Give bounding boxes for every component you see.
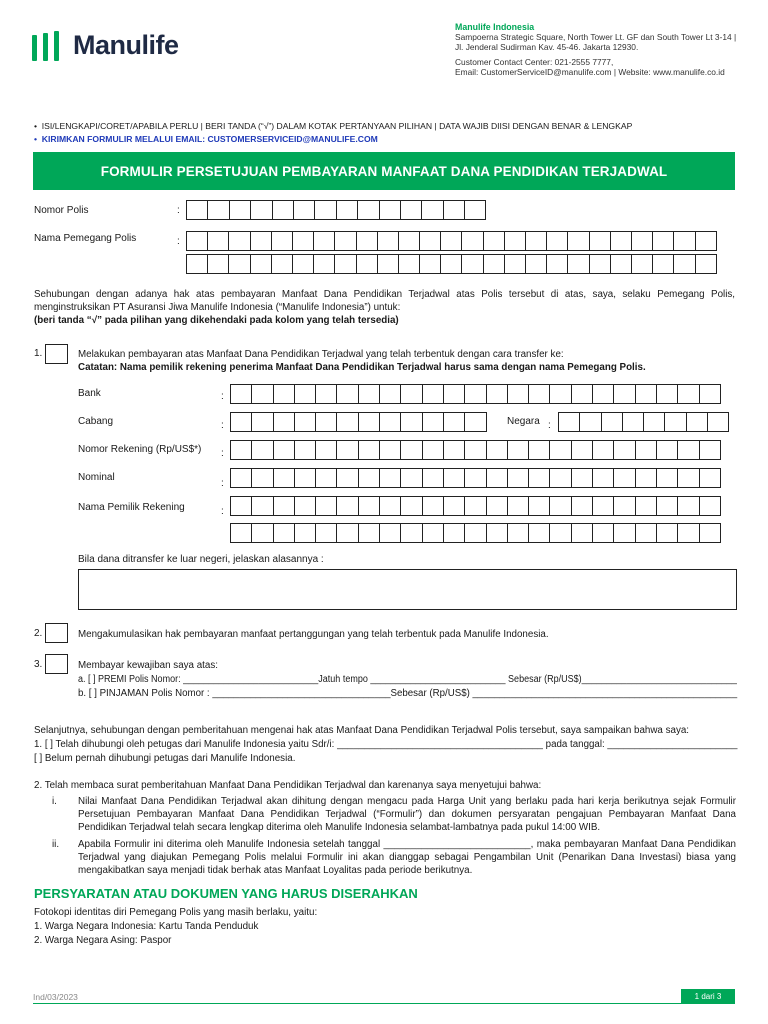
char-box[interactable] xyxy=(571,523,593,543)
char-box[interactable] xyxy=(251,496,273,516)
nomor-polis-input[interactable] xyxy=(186,200,485,220)
colon: : xyxy=(221,506,224,517)
char-box[interactable] xyxy=(635,384,657,404)
colon: : xyxy=(221,420,224,431)
char-box[interactable] xyxy=(443,523,465,543)
char-box[interactable] xyxy=(483,231,505,251)
char-box[interactable] xyxy=(294,440,316,460)
char-box[interactable] xyxy=(699,496,721,516)
char-box[interactable] xyxy=(464,523,486,543)
colon: : xyxy=(221,391,224,402)
char-box[interactable] xyxy=(464,496,486,516)
statement-2: 2. Telah membaca surat pemberitahuan Manfaat Dana Pendidikan Terjadwal dan karenanya saya menyetujui bahwa: xyxy=(34,780,542,791)
char-box[interactable] xyxy=(643,412,665,432)
char-box[interactable] xyxy=(677,384,699,404)
char-box[interactable] xyxy=(613,384,635,404)
char-box[interactable] xyxy=(504,254,526,274)
char-box[interactable] xyxy=(250,231,272,251)
char-box[interactable] xyxy=(336,384,358,404)
char-box[interactable] xyxy=(464,468,486,488)
nama-pemegang-input-1[interactable] xyxy=(186,231,716,251)
statement-i-number: i. xyxy=(52,796,57,807)
char-box[interactable] xyxy=(601,412,623,432)
char-box[interactable] xyxy=(336,440,358,460)
char-box[interactable] xyxy=(656,384,678,404)
char-box[interactable] xyxy=(273,496,295,516)
char-box[interactable] xyxy=(294,468,316,488)
char-box[interactable] xyxy=(592,440,614,460)
logo-text: Manulife xyxy=(73,30,179,60)
char-box[interactable] xyxy=(635,523,657,543)
char-box[interactable] xyxy=(464,384,486,404)
char-box[interactable] xyxy=(592,523,614,543)
char-box[interactable] xyxy=(443,496,465,516)
instruction-email: KIRIMKAN FORMULIR MELALUI EMAIL: CUSTOMERSERVICEID@MANULIFE.COM xyxy=(41,134,378,144)
char-box[interactable] xyxy=(635,440,657,460)
char-box[interactable] xyxy=(379,440,401,460)
char-box[interactable] xyxy=(379,496,401,516)
char-box[interactable] xyxy=(699,523,721,543)
char-box[interactable] xyxy=(443,412,465,432)
char-box[interactable] xyxy=(400,468,422,488)
char-box[interactable] xyxy=(525,231,547,251)
colon: : xyxy=(177,236,180,247)
nomor-rekening-input[interactable] xyxy=(230,440,720,460)
page-number-badge xyxy=(681,989,735,1003)
char-box[interactable] xyxy=(357,200,379,220)
char-box[interactable] xyxy=(358,523,380,543)
char-box[interactable] xyxy=(186,200,208,220)
char-box[interactable] xyxy=(571,440,593,460)
instructions xyxy=(34,120,632,146)
char-box[interactable] xyxy=(686,412,708,432)
nominal-label: Nominal xyxy=(78,472,115,483)
nominal-input[interactable] xyxy=(230,468,720,488)
char-box[interactable] xyxy=(422,412,444,432)
char-box[interactable] xyxy=(250,200,272,220)
option-2-checkbox[interactable] xyxy=(45,623,68,643)
char-box[interactable] xyxy=(422,523,444,543)
char-box[interactable] xyxy=(613,523,635,543)
char-box[interactable] xyxy=(504,231,526,251)
char-box[interactable] xyxy=(358,412,380,432)
char-box[interactable] xyxy=(613,468,635,488)
char-box[interactable] xyxy=(398,254,420,274)
char-box[interactable] xyxy=(622,412,644,432)
company-info xyxy=(455,22,760,77)
char-box[interactable] xyxy=(230,412,252,432)
colon: : xyxy=(221,448,224,459)
char-box[interactable] xyxy=(336,496,358,516)
char-box[interactable] xyxy=(273,523,295,543)
char-box[interactable] xyxy=(528,468,550,488)
char-box[interactable] xyxy=(293,200,315,220)
char-box[interactable] xyxy=(315,468,337,488)
char-box[interactable] xyxy=(699,384,721,404)
negara-label: Negara xyxy=(507,416,540,427)
form-title: FORMULIR PERSETUJUAN PEMBAYARAN MANFAAT DANA PENDIDIKAN TERJADWAL xyxy=(100,163,668,179)
pemilik-rekening-input-1[interactable] xyxy=(230,496,720,516)
char-box[interactable] xyxy=(230,496,252,516)
char-box[interactable] xyxy=(549,523,571,543)
char-box[interactable] xyxy=(186,254,208,274)
char-box[interactable] xyxy=(592,468,614,488)
char-box[interactable] xyxy=(652,254,674,274)
char-box[interactable] xyxy=(525,254,547,274)
char-box[interactable] xyxy=(483,254,505,274)
char-box[interactable] xyxy=(377,231,399,251)
char-box[interactable] xyxy=(250,254,272,274)
option-1-checkbox[interactable] xyxy=(45,344,68,364)
char-box[interactable] xyxy=(251,384,273,404)
char-box[interactable] xyxy=(358,468,380,488)
char-box[interactable] xyxy=(313,254,335,274)
company-name: Manulife Indonesia xyxy=(455,22,535,32)
char-box[interactable] xyxy=(443,440,465,460)
address-line-1: Sampoerna Strategic Square, North Tower Lt. GF dan South Tower Lt 3-14 | xyxy=(455,32,737,43)
footer-divider xyxy=(33,1003,735,1004)
requirements-intro: Fotokopi identitas diri Pemegang Polis yang masih berlaku, yaitu: xyxy=(34,907,318,918)
char-box[interactable] xyxy=(400,412,422,432)
char-box[interactable] xyxy=(507,468,529,488)
char-box[interactable] xyxy=(610,254,632,274)
contact-line-2: Email: CustomerServiceID@manulife.com | Website: www.manulife.co.id xyxy=(455,66,725,77)
pemilik-rekening-label: Nama Pemilik Rekening xyxy=(78,502,185,513)
char-box[interactable] xyxy=(292,231,314,251)
char-box[interactable] xyxy=(315,440,337,460)
char-box[interactable] xyxy=(464,200,486,220)
nama-pemegang-input-2[interactable] xyxy=(186,254,716,274)
char-box[interactable] xyxy=(419,254,441,274)
char-box[interactable] xyxy=(443,384,465,404)
char-box[interactable] xyxy=(334,254,356,274)
char-box[interactable] xyxy=(567,231,589,251)
char-box[interactable] xyxy=(379,468,401,488)
char-box[interactable] xyxy=(400,440,422,460)
char-box[interactable] xyxy=(273,440,295,460)
colon: : xyxy=(177,205,180,216)
char-box[interactable] xyxy=(635,496,657,516)
char-box[interactable] xyxy=(336,200,358,220)
char-box[interactable] xyxy=(546,231,568,251)
char-box[interactable] xyxy=(486,523,508,543)
char-box[interactable] xyxy=(656,496,678,516)
char-box[interactable] xyxy=(379,200,401,220)
char-box[interactable] xyxy=(230,523,252,543)
char-box[interactable] xyxy=(571,384,593,404)
bank-input[interactable] xyxy=(230,384,720,404)
char-box[interactable] xyxy=(334,231,356,251)
char-box[interactable] xyxy=(631,254,653,274)
char-box[interactable] xyxy=(486,468,508,488)
char-box[interactable] xyxy=(379,523,401,543)
char-box[interactable] xyxy=(207,231,229,251)
char-box[interactable] xyxy=(652,231,674,251)
char-box[interactable] xyxy=(549,468,571,488)
char-box[interactable] xyxy=(273,468,295,488)
char-box[interactable] xyxy=(313,231,335,251)
bank-label: Bank xyxy=(78,388,101,399)
char-box[interactable] xyxy=(507,496,529,516)
char-box[interactable] xyxy=(707,412,729,432)
char-box[interactable] xyxy=(699,468,721,488)
intro-text: Sehubungan dengan adanya hak atas pembayaran Manfaat Dana Pendidikan Terjadwal atas Polis tersebut di atas, saya, selaku Pemegang Polis, menginstruksikan PT Asuransi Jiwa Manulife Indonesia (“Manulife Indonesia”) untuk: xyxy=(34,289,735,313)
char-box[interactable] xyxy=(419,231,441,251)
char-box[interactable] xyxy=(379,412,401,432)
char-box[interactable] xyxy=(400,496,422,516)
requirement-2: 2. Warga Negara Asing: Paspor xyxy=(34,935,172,946)
char-box[interactable] xyxy=(656,468,678,488)
bullet-icon: • xyxy=(34,134,42,144)
char-box[interactable] xyxy=(272,200,294,220)
char-box[interactable] xyxy=(677,523,699,543)
char-box[interactable] xyxy=(528,496,550,516)
char-box[interactable] xyxy=(558,412,580,432)
char-box[interactable] xyxy=(356,231,378,251)
char-box[interactable] xyxy=(251,412,273,432)
char-box[interactable] xyxy=(228,254,250,274)
colon: : xyxy=(548,420,551,431)
statement-not-contacted[interactable]: [ ] Belum pernah dihubungi petugas dari Manulife Indonesia. xyxy=(34,753,296,764)
option-3-number: 3. xyxy=(34,659,43,670)
char-box[interactable] xyxy=(592,384,614,404)
option-3-premi[interactable]: a. [ ] PREMI Polis Nomor: ___________________________Jatuh tempo ___________________________ Sebesar (Rp/US$)_______________________________ xyxy=(78,674,737,685)
char-box[interactable] xyxy=(358,440,380,460)
address-line-2: Jl. Jenderal Sudirman Kav. 45-46. Jakarta 12930. xyxy=(455,42,639,53)
char-box[interactable] xyxy=(422,496,444,516)
bullet-icon: • xyxy=(34,121,42,131)
char-box[interactable] xyxy=(571,496,593,516)
option-3-pinjaman[interactable]: b. [ ] PINJAMAN Polis Nomor : _________________________________Sebesar (Rp/US$) _________________________________________________ xyxy=(78,688,738,699)
char-box[interactable] xyxy=(677,440,699,460)
char-box[interactable] xyxy=(461,254,483,274)
nomor-rekening-label: Nomor Rekening (Rp/US$*) xyxy=(78,444,202,455)
char-box[interactable] xyxy=(695,231,717,251)
char-box[interactable] xyxy=(695,254,717,274)
char-box[interactable] xyxy=(230,440,252,460)
char-box[interactable] xyxy=(273,412,295,432)
statement-ii-text: Apabila Formulir ini diterima oleh Manulife Indonesia setelah tanggal ___________________________, maka pembayaran Manfaat Dana Pendidikan Terjadwal yang diajukan Pemegang Polis melalui Formulir ini akan dianggap sebagai Pengambilan Unit (Penarikan Dana Investasi) biasa yang mengakibatkan saya menjadi tidak berhak atas Manfaat Loyalitas pada periode berikutnya. xyxy=(78,839,736,876)
char-box[interactable] xyxy=(336,468,358,488)
char-box[interactable] xyxy=(464,412,486,432)
manulife-logo-icon xyxy=(32,31,59,61)
char-box[interactable] xyxy=(528,523,550,543)
statement-i-text: Nilai Manfaat Dana Pendidikan Terjadwal akan dihitung dengan mengacu pada Harga Unit yang berlaku pada hari kerja berikutnya sejak Formulir Persetujuan Pembayaran Manfaat Dana Pendidikan Terjadwal (“Formulir”) dan dokumen persyaratan pengajuan Pembayaran Manfaat Dana Pendidikan Terjadwal telah secara lengkap diterima oleh Manulife Indonesia selambat-lambatnya pada pukul 14:00 WIB. xyxy=(78,796,736,833)
requirements-heading: PERSYARATAN ATAU DOKUMEN YANG HARUS DISERAHKAN xyxy=(34,886,418,901)
char-box[interactable] xyxy=(315,412,337,432)
option-1-text: Melakukan pembayaran atas Manfaat Dana Pendidikan Terjadwal yang telah terbentuk dengan cara transfer ke: xyxy=(78,349,564,360)
statement-ii-number: ii. xyxy=(52,839,60,850)
option-3-text: Membayar kewajiban saya atas: xyxy=(78,660,218,671)
char-box[interactable] xyxy=(294,384,316,404)
char-box[interactable] xyxy=(315,384,337,404)
char-box[interactable] xyxy=(336,523,358,543)
option-1-note: Catatan: Nama pemilik rekening penerima Manfaat Dana Pendidikan Terjadwal harus sama dengan nama Pemegang Polis. xyxy=(78,362,646,373)
char-box[interactable] xyxy=(486,384,508,404)
char-box[interactable] xyxy=(273,384,295,404)
char-box[interactable] xyxy=(358,384,380,404)
nomor-polis-label: Nomor Polis xyxy=(34,205,89,216)
char-box[interactable] xyxy=(464,440,486,460)
char-box[interactable] xyxy=(230,384,252,404)
char-box[interactable] xyxy=(186,231,208,251)
char-box[interactable] xyxy=(610,231,632,251)
char-box[interactable] xyxy=(613,440,635,460)
char-box[interactable] xyxy=(440,254,462,274)
char-box[interactable] xyxy=(207,200,229,220)
pemilik-rekening-input-2[interactable] xyxy=(230,523,720,543)
instruction-line-1: ISI/LENGKAPI/CORET/APABILA PERLU | BERI TANDA (“√”) DALAM KOTAK PERTANYAAN PILIHAN | DATA WAJIB DIISI DENGAN BENAR & LENGKAP xyxy=(41,121,633,131)
char-box[interactable] xyxy=(251,468,273,488)
page-number: 1 dari 3 xyxy=(694,991,722,1001)
char-box[interactable] xyxy=(528,440,550,460)
char-box[interactable] xyxy=(422,468,444,488)
char-box[interactable] xyxy=(507,440,529,460)
cabang-label: Cabang xyxy=(78,416,114,427)
char-box[interactable] xyxy=(699,440,721,460)
char-box[interactable] xyxy=(664,412,686,432)
char-box[interactable] xyxy=(398,231,420,251)
char-box[interactable] xyxy=(546,254,568,274)
char-box[interactable] xyxy=(294,412,316,432)
char-box[interactable] xyxy=(230,468,252,488)
char-box[interactable] xyxy=(400,384,422,404)
char-box[interactable] xyxy=(507,384,529,404)
char-box[interactable] xyxy=(507,523,529,543)
char-box[interactable] xyxy=(400,523,422,543)
requirement-1: 1. Warga Negara Indonesia: Kartu Tanda Penduduk xyxy=(34,921,259,932)
option-3-checkbox[interactable] xyxy=(45,654,68,674)
char-box[interactable] xyxy=(656,523,678,543)
char-box[interactable] xyxy=(549,440,571,460)
char-box[interactable] xyxy=(356,254,378,274)
char-box[interactable] xyxy=(673,231,695,251)
char-box[interactable] xyxy=(377,254,399,274)
char-box[interactable] xyxy=(315,496,337,516)
cabang-input[interactable] xyxy=(230,412,486,432)
char-box[interactable] xyxy=(656,440,678,460)
char-box[interactable] xyxy=(421,200,443,220)
char-box[interactable] xyxy=(336,412,358,432)
char-box[interactable] xyxy=(379,384,401,404)
char-box[interactable] xyxy=(635,468,657,488)
intro-note: (beri tanda “√” pada pilihan yang dikehendaki pada kolom yang telah tersedia) xyxy=(34,315,399,326)
char-box[interactable] xyxy=(592,496,614,516)
char-box[interactable] xyxy=(207,254,229,274)
option-2-text: Mengakumulasikan hak pembayaran manfaat pertanggungan yang telah terbentuk pada Manulife Indonesia. xyxy=(78,629,549,640)
luar-negeri-label: Bila dana ditransfer ke luar negeri, jelaskan alasannya : xyxy=(78,554,324,565)
char-box[interactable] xyxy=(228,231,250,251)
form-title-banner xyxy=(33,152,735,190)
char-box[interactable] xyxy=(673,254,695,274)
char-box[interactable] xyxy=(549,384,571,404)
option-1-number: 1. xyxy=(34,348,43,359)
char-box[interactable] xyxy=(271,231,293,251)
char-box[interactable] xyxy=(251,523,273,543)
option-2-number: 2. xyxy=(34,628,43,639)
char-box[interactable] xyxy=(677,468,699,488)
char-box[interactable] xyxy=(440,231,462,251)
char-box[interactable] xyxy=(677,496,699,516)
char-box[interactable] xyxy=(443,200,465,220)
contact-line-1: Customer Contact Center: 021-2555 7777, xyxy=(455,56,614,67)
char-box[interactable] xyxy=(486,496,508,516)
char-box[interactable] xyxy=(461,231,483,251)
char-box[interactable] xyxy=(294,496,316,516)
colon: : xyxy=(221,478,224,489)
char-box[interactable] xyxy=(631,231,653,251)
char-box[interactable] xyxy=(315,523,337,543)
char-box[interactable] xyxy=(358,496,380,516)
statement-contacted[interactable]: 1. [ ] Telah dihubungi oleh petugas dari Manulife Indonesia yaitu Sdr/i: ______________________________________ pada tanggal: ________________________ xyxy=(34,739,738,750)
char-box[interactable] xyxy=(271,254,293,274)
luar-negeri-reason-input[interactable] xyxy=(78,569,737,610)
char-box[interactable] xyxy=(571,468,593,488)
char-box[interactable] xyxy=(567,254,589,274)
char-box[interactable] xyxy=(549,496,571,516)
char-box[interactable] xyxy=(613,496,635,516)
char-box[interactable] xyxy=(589,231,611,251)
manulife-logo xyxy=(32,30,179,61)
char-box[interactable] xyxy=(229,200,251,220)
char-box[interactable] xyxy=(422,384,444,404)
char-box[interactable] xyxy=(294,523,316,543)
nama-pemegang-label: Nama Pemegang Polis xyxy=(34,233,137,244)
char-box[interactable] xyxy=(589,254,611,274)
char-box[interactable] xyxy=(251,440,273,460)
char-box[interactable] xyxy=(579,412,601,432)
char-box[interactable] xyxy=(528,384,550,404)
char-box[interactable] xyxy=(443,468,465,488)
char-box[interactable] xyxy=(486,440,508,460)
char-box[interactable] xyxy=(422,440,444,460)
char-box[interactable] xyxy=(292,254,314,274)
negara-input[interactable] xyxy=(558,412,728,432)
char-box[interactable] xyxy=(400,200,422,220)
char-box[interactable] xyxy=(314,200,336,220)
form-code: Ind/03/2023 xyxy=(33,992,78,1002)
statement-intro: Selanjutnya, sehubungan dengan pemberitahuan mengenai hak atas Manfaat Dana Pendidikan Terjadwal Polis tersebut, saya sampaikan bahwa saya: xyxy=(34,725,690,736)
